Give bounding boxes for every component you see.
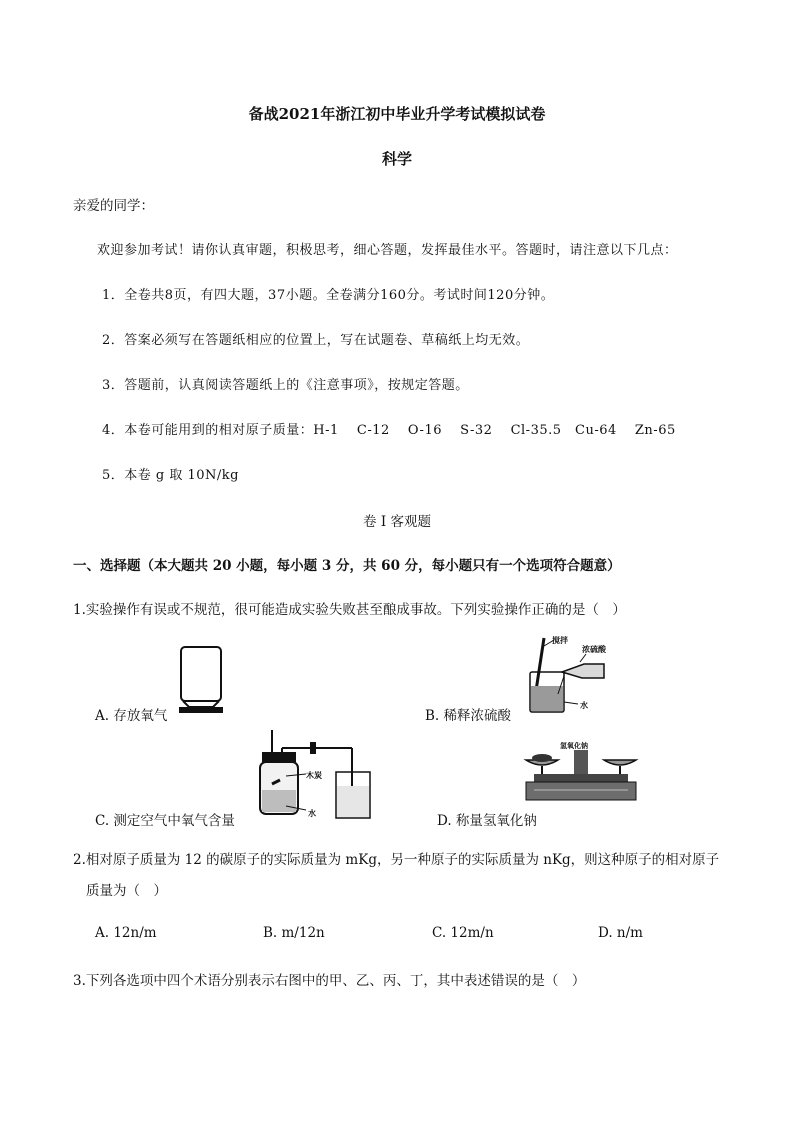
- option-2a: A. 12n/m: [95, 925, 157, 941]
- question-2-stem-line2: 质量为（ ）: [86, 883, 167, 899]
- option-1c: C. 测定空气中氧气含量: [95, 813, 235, 829]
- label-charcoal: 木炭: [306, 771, 322, 780]
- option-1d: D. 称量氢氧化钠: [437, 813, 537, 829]
- section-heading: 卷 I 客观题: [363, 514, 431, 530]
- option-1a: A. 存放氧气: [95, 708, 168, 724]
- note-2: 2．答案必须写在答题纸相应的位置上，写在试题卷、草稿纸上均无效。: [102, 333, 530, 348]
- intro-text: 欢迎参加考试！请你认真审题，积极思考，细心答题，发挥最佳水平。答题时，请注意以下几点：: [97, 243, 678, 258]
- greeting: 亲爱的同学：: [73, 198, 154, 214]
- option-2c: C. 12m/n: [432, 925, 494, 941]
- question-2-stem-line1: 2.相对原子质量为 12 的碳原子的实际质量为 mKg，另一种原子的实际质量为 nKg，则这种原子的相对原子: [73, 852, 720, 868]
- question-1-stem: 1.实验操作有误或不规范，很可能造成实验失败甚至酿成事故。下列实验操作正确的是（ ）: [73, 602, 626, 618]
- option-1b: B. 稀释浓硫酸: [425, 708, 512, 724]
- dilution-figure: [520, 634, 628, 720]
- label-stir: 搅拌: [552, 636, 568, 645]
- oxygen-content-figure: [252, 728, 387, 828]
- label-naoh: 氢氧化钠: [560, 742, 588, 750]
- label-water-c: 水: [308, 809, 316, 818]
- gas-jar-figure: [175, 645, 227, 717]
- note-4: 4．本卷可能用到的相对原子质量：H-1 C-12 O-16 S-32 Cl-35.5 Cu-64 Zn-65: [102, 423, 676, 438]
- subject-title: 科学: [381, 150, 412, 168]
- label-water-b: 水: [580, 701, 588, 710]
- question-3-stem: 3.下列各选项中四个术语分别表示右图中的甲、乙、丙、丁，其中表述错误的是（ ）: [73, 973, 586, 989]
- exam-title: 备战2021年浙江初中毕业升学考试模拟试卷: [248, 105, 546, 123]
- label-conc-acid: 浓硫酸: [582, 645, 606, 654]
- option-2b: B. m/12n: [263, 925, 325, 941]
- option-2d: D. n/m: [598, 925, 643, 941]
- balance-figure: [520, 740, 645, 806]
- note-3: 3．答题前，认真阅读答题纸上的《注意事项》，按规定答题。: [102, 378, 469, 393]
- part-heading: 一、选择题（本大题共 20 小题，每小题 3 分，共 60 分，每小题只有一个选项符合题意）: [73, 558, 621, 574]
- note-1: 1．全卷共8页，有四大题，37小题。全卷满分160分。考试时间120分钟。: [102, 288, 555, 303]
- note-5: 5．本卷 g 取 10N/kg: [102, 468, 239, 483]
